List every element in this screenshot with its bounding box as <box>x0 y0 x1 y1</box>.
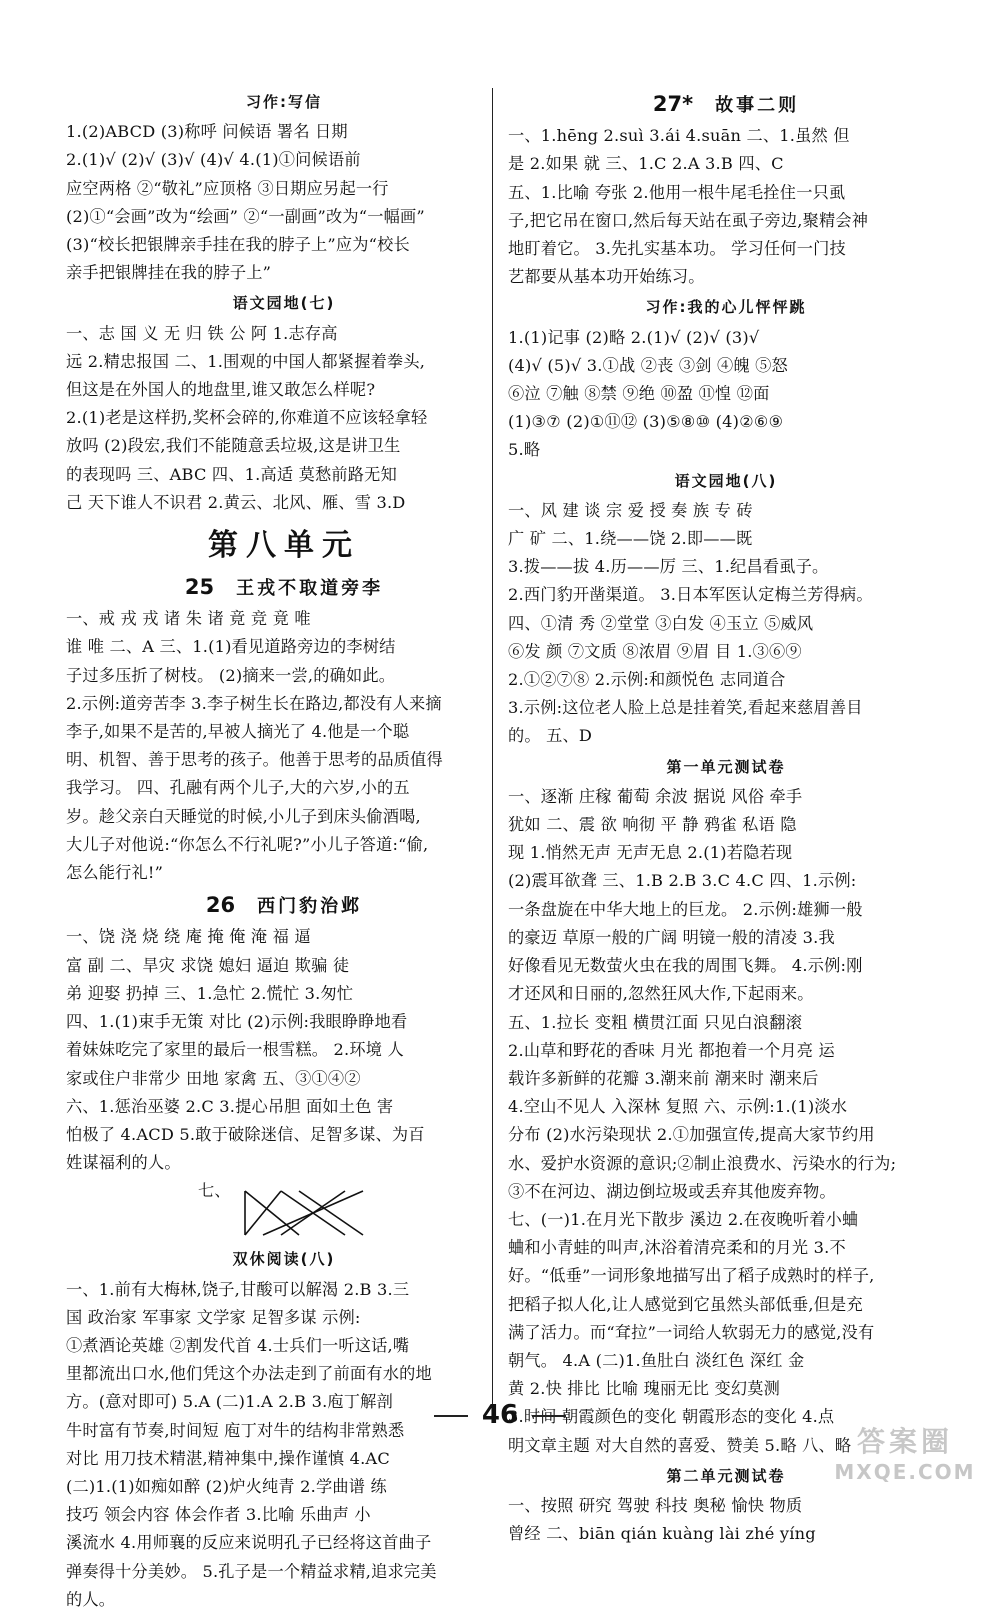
answer-line: 2.西门豹开凿渠道。 3.日本军医认定梅兰芳得病。 <box>508 585 873 605</box>
answer-block-xiezuo-xin <box>508 324 944 465</box>
answer-line: 2.山草和野花的香味 月光 都抱着一个月亮 运 <box>508 1040 835 1060</box>
answer-line: 五、1.拉长 变粗 横贯江面 只见白浪翻滚 <box>508 1012 803 1032</box>
answer-line: 但这是在外国人的地盘里,谁又敢怎么样呢? <box>66 380 376 400</box>
answer-line: (3)“校长把银牌亲手挂在我的脖子上”应为“校长 <box>66 235 410 255</box>
answer-block-lesson-25 <box>66 605 502 887</box>
answer-line: 的。 五、D <box>508 726 593 746</box>
answer-line: 里都流出口水,他们凭这个办法走到了前面有水的地 <box>66 1364 432 1384</box>
answer-line: 一、饶 浇 烧 绕 庵 掩 俺 淹 福 逼 <box>66 927 311 947</box>
answer-block-unit-2-test <box>508 1492 944 1548</box>
answer-line: 2.(1)老是这样扔,奖杯会碎的,你难道不应该轻拿轻 <box>66 408 428 428</box>
answer-line: ⑥泣 ⑦触 ⑧禁 ⑨绝 ⑩盈 ⑪惶 ⑫面 <box>508 384 770 404</box>
answer-line: 方。(意对即可) 5.A (二)1.A 2.B 3.庖丁解剖 <box>66 1392 393 1412</box>
answer-line: 弹奏得十分美妙。 5.孔子是一个精益求精,追求完美 <box>66 1561 437 1581</box>
answer-block-unit-1-test <box>508 783 944 1460</box>
answer-line: 怕极了 4.ACD 5.敢于破除迷信、足智多谋、为百 <box>66 1124 425 1144</box>
heading-xiezuo-xin: 习作:我的心儿怦怦跳 <box>645 298 807 317</box>
answer-line: 一、志 国 义 无 归 铁 公 阿 1.志存高 <box>66 323 338 343</box>
answer-line: 的豪迈 草原一般的广阔 明镜一般的清凌 3.我 <box>508 927 835 947</box>
answer-line: 黄 2.快 排比 比喻 瑰丽无比 变幻莫测 <box>508 1379 780 1399</box>
lesson-title: 王戎不取道旁李 <box>236 578 384 600</box>
answer-line: 谁 唯 二、A 三、1.(1)看见道路旁边的李树结 <box>66 637 396 657</box>
answer-line: 大儿子对他说:“你怎么不行礼呢?”小儿子答道:“偷, <box>66 834 429 854</box>
answer-line: 明、机智、善于思考的孩子。他善于思考的品质值得 <box>66 750 443 770</box>
lesson-number: 25 <box>184 575 215 600</box>
answer-line: 亲手把银牌挂在我的脖子上” <box>66 263 272 283</box>
lesson-number: 26 <box>205 893 236 918</box>
heading-unit-1-test: 第一单元测试卷 <box>666 757 786 776</box>
answer-line: 3.示例:这位老人脸上总是挂着笑,看起来慈眉善目 <box>508 698 863 718</box>
answer-line: 五、1.比喻 夸张 2.他用一根牛尾毛拴住一只虱 <box>508 182 846 202</box>
answer-line: 李子,如果不是苦的,早被人摘光了 4.他是一个聪 <box>66 722 410 742</box>
watermark-logo-text: 答案圈 <box>856 1425 953 1458</box>
page-number-text: 46 <box>481 1400 519 1430</box>
answer-line: 3.时间 朝霞颜色的变化 朝霞形态的变化 4.点 <box>508 1407 835 1427</box>
answer-line: 蛐和小青蛙的叫声,沐浴着清亮柔和的月光 3.不 <box>508 1238 846 1258</box>
answer-line: 一、1.前有大梅林,饶子,甘酸可以解渴 2.B 3.三 <box>66 1279 410 1299</box>
answer-line: 才还风和日丽的,忽然狂风大作,下起雨来。 <box>508 984 814 1004</box>
answer-line: 子过多压折了树枝。 (2)摘来一尝,的确如此。 <box>66 665 396 685</box>
answer-line: 地盯着它。 3.先扎实基本功。 学习任何一门技 <box>508 239 846 259</box>
answer-line: 四、①清 秀 ②堂堂 ③白发 ④玉立 ⑤威风 <box>508 613 814 633</box>
lesson-number: 27* <box>652 92 694 116</box>
lesson-title: 西门豹治邺 <box>257 896 363 918</box>
answer-line: (1)③⑦ (2)①⑪⑫ (3)⑤⑧⑩ (4)②⑥⑨ <box>508 412 784 432</box>
answer-block-yuandi-8 <box>508 497 944 751</box>
heading-yuwen-yuandi-7: 语文园地(七) <box>232 294 336 313</box>
answer-line: 1.(2)ABCD (3)称呼 问候语 署名 日期 <box>66 122 348 142</box>
answer-line: (二)1.(1)如痴如醉 (2)炉火纯青 2.学曲谱 练 <box>66 1476 387 1496</box>
answer-line: 一、逐渐 庄稼 葡萄 余波 据说 风俗 牵手 <box>508 786 803 806</box>
answer-line: ⑥发 颜 ⑦文质 ⑧浓眉 ⑨眉 目 1.③⑥⑨ <box>508 641 802 661</box>
answer-line: 载许多新鲜的花瓣 3.潮来前 潮来时 潮来后 <box>508 1068 819 1088</box>
answer-line: 溪流水 4.用师襄的反应来说明孔子已经将这首曲子 <box>66 1533 432 1553</box>
answer-line: 广 矿 二、1.绕——饶 2.即——既 <box>508 529 753 549</box>
answer-line: 水、爱护水资源的意识;②制止浪费水、污染水的行为; <box>508 1153 897 1173</box>
lesson-25-heading <box>66 573 502 603</box>
matching-diagram <box>66 1177 502 1241</box>
heading-yuwen-yuandi-8: 语文园地(八) <box>674 471 778 490</box>
answer-line: 放吗 (2)段宏,我们不能随意丢垃圾,这是讲卫生 <box>66 436 401 456</box>
answer-line: 家或住户非常少 田地 家禽 五、③①④② <box>66 1068 361 1088</box>
answer-block-xiexin <box>66 118 502 287</box>
answer-line: 弟 迎娶 扔掉 三、1.急忙 2.慌忙 3.匆忙 <box>66 983 354 1003</box>
watermark-logo <box>820 1420 990 1490</box>
answer-line: 一条盘旋在中华大地上的巨龙。 2.示例:雄狮一般 <box>508 899 863 919</box>
answer-line: 把稻子拟人化,让人感觉到它虽然头部低垂,但是充 <box>508 1294 863 1314</box>
answer-line: 我学习。 四、孔融有两个儿子,大的六岁,小的五 <box>66 778 410 798</box>
left-column <box>66 86 502 1614</box>
answer-line: 一、风 建 谈 宗 爱 授 奏 族 专 砖 <box>508 500 753 520</box>
answer-line: 明文章主题 对大自然的喜爱、赞美 5.略 八、略 <box>508 1435 852 1455</box>
answer-line: (2)震耳欲聋 三、1.B 2.B 3.C 4.C 四、1.示例: <box>508 871 857 891</box>
answer-block-lesson-27 <box>508 122 944 291</box>
answer-line: 好。“低垂”一词形象地描写出了稻子成熟时的样子, <box>508 1266 875 1286</box>
answer-line: 子,把它吊在窗口,然后每天站在虱子旁边,聚精会神 <box>508 210 869 230</box>
answer-line: 现 1.悄然无声 无声无息 2.(1)若隐若现 <box>508 843 793 863</box>
answer-line: ①煮酒论英雄 ②割发代首 4.士兵们一听这话,嘴 <box>66 1335 410 1355</box>
answer-line: 岁。趁父亲白天睡觉的时候,小儿子到床头偷酒喝, <box>66 806 421 826</box>
heading-unit-2-test: 第二单元测试卷 <box>666 1466 786 1485</box>
answer-line: 姓谋福利的人。 <box>66 1153 181 1173</box>
answer-line: 一、戒 戎 戎 诸 朱 诸 竟 竞 竟 唯 <box>66 609 311 629</box>
answer-line: 牛时富有节奏,时间短 庖丁对牛的结构非常熟悉 <box>66 1420 405 1440</box>
question-seven-label: 七、 <box>198 1181 231 1201</box>
answer-line: 一、1.hēng 2.suì 3.ái 4.suān 二、1.虽然 但 <box>508 126 850 146</box>
lesson-26-heading <box>66 891 502 921</box>
page-number-dash-right <box>532 1415 566 1417</box>
lesson-title: 故事二则 <box>715 95 800 116</box>
answer-block-lesson-26 <box>66 923 502 1177</box>
answer-line: 着妹妹吃完了家里的最后一根雪糕。 2.环境 人 <box>66 1040 404 1060</box>
answer-line: 曾经 二、biān qián kuàng lài zhé yíng <box>508 1524 816 1544</box>
watermark-url-text: MXQE.COM <box>834 1460 976 1484</box>
answer-line: 好像看见无数萤火虫在我的周围飞舞。 4.示例:刚 <box>508 956 863 976</box>
answer-block-yuandi-7 <box>66 320 502 517</box>
answer-line: 朝气。 4.A (二)1.鱼肚白 淡红色 深红 金 <box>508 1350 805 1370</box>
answer-line: 一、按照 研究 驾驶 科技 奥秘 愉快 物质 <box>508 1495 803 1515</box>
answer-line: 己 天下谁人不识君 2.黄云、北风、雁、雪 3.D <box>66 492 406 512</box>
answer-line: 富 副 二、旱灾 求饶 媳妇 逼迫 欺骗 徒 <box>66 955 350 975</box>
answer-line: 4.空山不见人 入深林 复照 六、示例:1.(1)淡水 <box>508 1097 848 1117</box>
right-column <box>508 86 944 1548</box>
answer-line: 分布 (2)水污染现状 2.①加强宣传,提高大家节约用 <box>508 1125 875 1145</box>
answer-line: 对比 用刀技术精湛,精神集中,操作谨慎 4.AC <box>66 1448 390 1468</box>
column-divider <box>492 88 493 1406</box>
answer-line: 怎么能行礼!” <box>66 863 164 883</box>
answer-line: 犹如 二、震 欲 响彻 平 静 鸦雀 私语 隐 <box>508 815 797 835</box>
answer-line: 国 政治家 军事家 文学家 足智多谋 示例: <box>66 1307 361 1327</box>
answer-line: 应空两格 ②“敬礼”应顶格 ③日期应另起一行 <box>66 178 389 198</box>
answer-line: 艺都要从基本功开始练习。 <box>508 267 705 287</box>
answer-line: (2)①“会画”改为“绘画” ②“一副画”改为“一幅画” <box>66 206 425 226</box>
answer-line: 3.拨——拔 4.历——厉 三、1.纪昌看虱子。 <box>508 557 829 577</box>
unit-8-heading: 第八单元 <box>208 528 360 564</box>
answer-line: 是 2.如果 就 三、1.C 2.A 3.B 四、C <box>508 154 784 174</box>
answer-line: (4)√ (5)√ 3.①战 ②丧 ③剑 ④魄 ⑤怒 <box>508 355 788 375</box>
answer-line: 的表现吗 三、ABC 四、1.高适 莫愁前路无知 <box>66 464 397 484</box>
answer-line: 技巧 领会内容 体会作者 3.比喻 乐曲声 小 <box>66 1505 371 1525</box>
answer-line: ③不在河边、湖边倒垃圾或丢弃其他废弃物。 <box>508 1181 836 1201</box>
answer-block-reading-8 <box>66 1276 502 1614</box>
answer-line: 六、1.惩治巫婆 2.C 3.提心吊胆 面如土色 害 <box>66 1096 394 1116</box>
answer-line: 2.①②⑦⑧ 2.示例:和颜悦色 志同道合 <box>508 670 786 690</box>
answer-line: 七、(一)1.在月光下散步 溪边 2.在夜晚听着小蛐 <box>508 1209 859 1229</box>
answer-line: 2.示例:道旁苦李 3.李子树生长在路边,都没有人来摘 <box>66 693 442 713</box>
page-number-dash-left <box>434 1415 468 1417</box>
answer-line: 四、1.(1)束手无策 对比 (2)示例:我眼睁睁地看 <box>66 1012 408 1032</box>
heading-shuangxiu-yuedu-8: 双休阅读(八) <box>232 1250 336 1269</box>
answer-line: 满了活力。而“耷拉”一词给人软弱无力的感觉,没有 <box>508 1322 875 1342</box>
lesson-27-heading <box>508 90 944 120</box>
answer-line: 2.(1)√ (2)√ (3)√ (4)√ 4.(1)①问候语前 <box>66 150 361 170</box>
answer-line: 1.(1)记事 (2)略 2.(1)√ (2)√ (3)√ <box>508 327 760 347</box>
heading-xiezuo-xiexin: 习作:写信 <box>246 93 322 111</box>
answer-line: 远 2.精忠报国 二、1.围观的中国人都紧握着拳头, <box>66 351 426 371</box>
answer-line: 的人。 <box>66 1589 116 1609</box>
answer-line: 5.略 <box>508 440 541 460</box>
matching-lines-graphic <box>241 1183 371 1239</box>
